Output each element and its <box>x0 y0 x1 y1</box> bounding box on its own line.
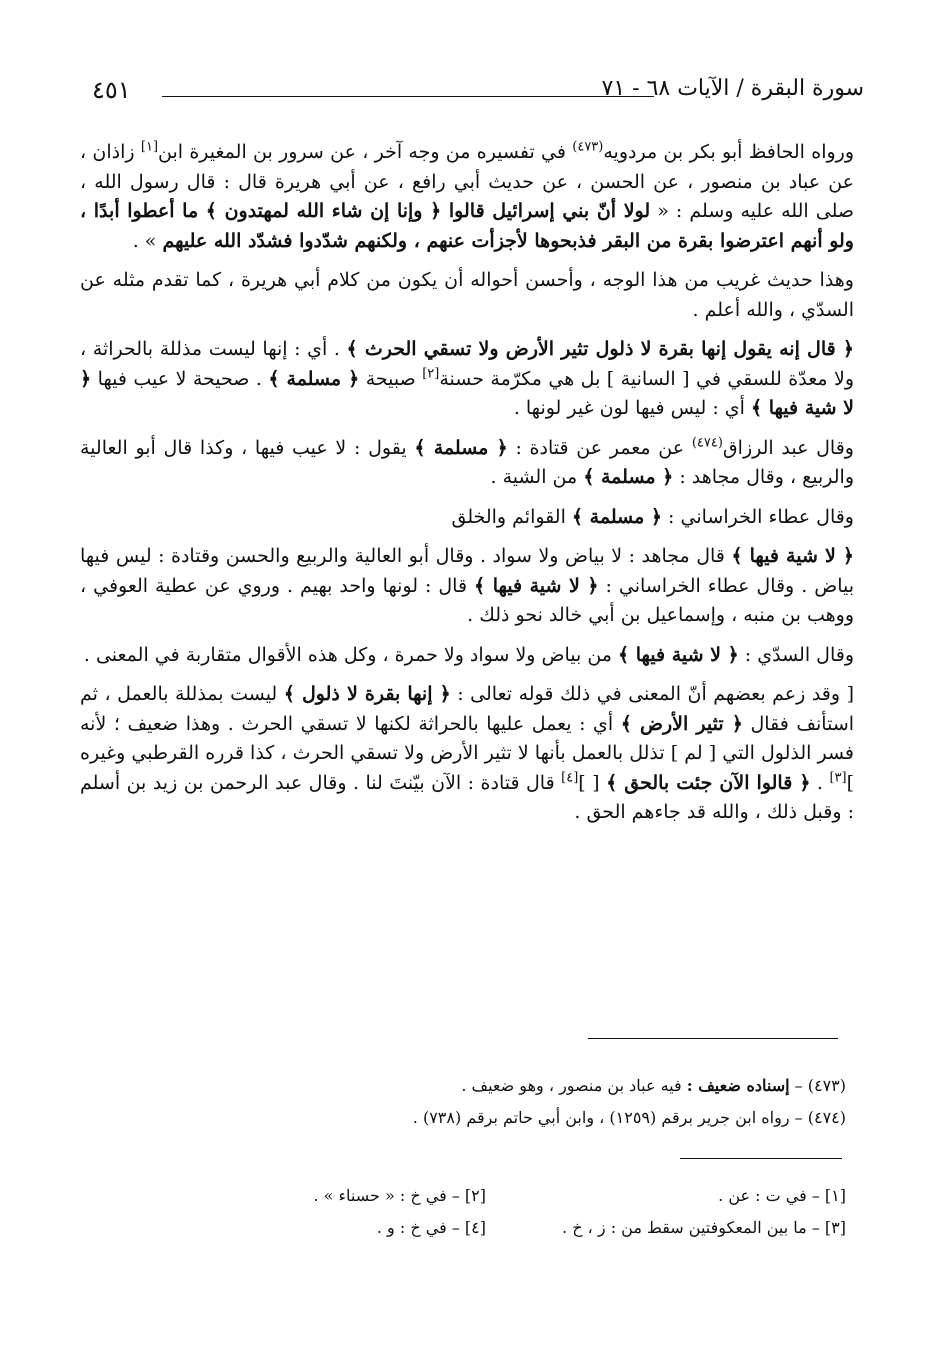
quranic-or-hadith-text: ﴿ قال إنه يقول إنها بقرة لا ذلول تثير الأرض ولا تسقي الحرث ﴾ <box>346 338 854 360</box>
editor-note: [٢] – في خ : « حسناء » . <box>313 1186 486 1205</box>
quranic-or-hadith-text: ﴿ لا شية فيها ﴾ <box>731 545 854 567</box>
footnote-grading: إسناده ضعيف : <box>686 1076 790 1095</box>
quranic-or-hadith-text: ﴿ لا شية فيها ﴾ <box>80 367 854 419</box>
header-rule <box>162 96 654 97</box>
footnote-label: (٤٧٣) – <box>789 1076 846 1095</box>
reference-marker: (٤٧٤) <box>691 435 723 451</box>
quranic-or-hadith-text: ﴿ قالوا الآن جئت بالحق ﴾ <box>606 771 811 794</box>
footnotes <box>86 1070 846 1134</box>
text-run: . أي : إنها ليست مذللة بالحراثة ، ولا معدّة للسقي في [ السانية ] بل هي مكرّمة حسنة <box>80 338 854 390</box>
quranic-or-hadith-text: ﴿ مسلمة ﴾ <box>571 505 662 528</box>
text-run: » . <box>132 229 163 252</box>
quranic-or-hadith-text: ﴿ لا شية فيها ﴾ <box>474 574 599 597</box>
reference-marker: [٣] <box>829 770 847 786</box>
text-run: ورواه الحافظ أبو بكر بن مردويه <box>603 141 854 163</box>
text-run: وقال عبد الرزاق <box>722 436 854 459</box>
footnote <box>86 1070 846 1102</box>
editor-notes-row <box>86 1180 846 1212</box>
editor-notes-separator <box>680 1158 842 1159</box>
text-run: وهذا حديث غريب من هذا الوجه ، وأحسن أحواله أن يكون من كلام أبي هريرة ، كما تقدم مثله عن السدّي ، والله أعلم . <box>80 269 854 321</box>
footnote-text: رواه ابن جرير برقم (١٢٥٩) ، وابن أبي حاتم برقم (٧٣٨) . <box>412 1108 790 1127</box>
footnote <box>86 1102 846 1134</box>
text-run: . صحيحة لا عيب فيها <box>91 367 269 390</box>
quranic-or-hadith-text: لولا أنّ بني إسرائيل قالوا ﴿ وإنا إن شاء الله لمهتدون ﴾ ما أعطوا أبدًا ، ولو أنهم اعترضوا بقرة من البقر فذبحوها لأجزأت عنهم ، ولكنهم شدّدوا فشدّد الله عليهم <box>80 200 854 252</box>
reference-marker: [١] <box>140 139 159 155</box>
quranic-or-hadith-text: ﴿ تثير الأرض ﴾ <box>620 712 743 735</box>
text-run: وقال عطاء الخراساني : <box>662 505 854 528</box>
paragraph <box>80 335 854 424</box>
text-run: قال قتادة : الآن بيّنتَ لنا . وقال عبد الرحمن بن زيد بن أسلم : وقبل ذلك ، والله قد جاءهم الحق . <box>80 771 854 823</box>
quranic-or-hadith-text: ﴿ إنها بقرة لا ذلول ﴾ <box>283 683 451 705</box>
main-text <box>80 138 854 838</box>
paragraph <box>80 680 854 828</box>
text-run: قال : لونها واحد بهيم . وروي عن عطية العوفي ، ووهب بن منبه ، وإسماعيل بن أبي خالد نحو ذلك . <box>80 574 854 626</box>
editor-note: [١] – في ت : عن . <box>718 1186 846 1205</box>
text-run: في تفسيره من وجه آخر ، عن سرور بن المغيرة ابن <box>158 141 573 163</box>
editor-notes-row <box>86 1212 846 1244</box>
reference-marker: (٤٧٣) <box>572 139 604 155</box>
running-title: سورة البقرة / الآيات ٦٨ - ٧١ <box>601 76 864 101</box>
quranic-or-hadith-text: ﴿ لا شية فيها ﴾ <box>618 643 739 666</box>
paragraph <box>80 138 854 256</box>
text-run: قال مجاهد : لا بياض ولا سواد . وقال أبو العالية والربيع والحسن وقتادة : ليس فيها بياض . وقال عطاء الخراساني : <box>80 545 855 597</box>
reference-marker: [٤] <box>561 770 579 786</box>
text-run: وقال السدّي : <box>738 643 854 666</box>
paragraph <box>80 434 854 493</box>
text-run: يقول : لا عيب فيها ، وكذا قال أبو العالية والربيع ، وقال مجاهد : <box>80 436 854 488</box>
paragraph <box>80 266 854 325</box>
text-run: أي : يعمل عليها بالحراثة لكنها لا تسقي الحرث . وهذا ضعيف ؛ لأنه فسر الذلول التي [ لم ] تذلل بالعمل بأنها لا تثير الأرض ولا تسقي الحرث ، كذا قرره القرطبي وغيره ] <box>80 712 855 794</box>
editor-notes <box>86 1180 846 1244</box>
page-header <box>92 76 864 110</box>
text-run: أي : ليس فيها لون غير لونها . <box>513 397 751 419</box>
footnote-text: فيه عباد بن منصور ، وهو ضعيف . <box>461 1076 687 1095</box>
text-run: من الشية . <box>490 466 584 488</box>
paragraph <box>80 503 854 533</box>
text-run: عن معمر عن قتادة : <box>507 436 692 459</box>
quranic-or-hadith-text: ﴿ مسلمة ﴾ <box>583 466 674 488</box>
text-run: . <box>810 771 830 794</box>
quranic-or-hadith-text: ﴿ مسلمة ﴾ <box>268 367 360 390</box>
text-run: [ ] <box>578 771 607 794</box>
text-run: ليست بمذللة بالعمل ، ثم استأنف فقال <box>80 683 855 735</box>
footnote-separator <box>588 1038 838 1039</box>
paragraph <box>80 641 854 671</box>
editor-note: [٣] – ما بين المعكوفتين سقط من : ز ، خ . <box>562 1218 846 1237</box>
text-run: صبيحة <box>359 367 423 390</box>
reference-marker: [٢] <box>422 366 440 382</box>
paragraph <box>80 542 854 631</box>
text-run: من بياض ولا سواد ولا حمرة ، وكل هذه الأقوال متقاربة في المعنى . <box>83 643 618 666</box>
text-run: القوائم والخلق <box>451 505 572 528</box>
text-run: زاذان ، عن عباد بن منصور ، عن الحسن ، عن حديث أبي رافع ، عن أبي هريرة قال : قال رسول الله ، صلى الله عليه وسلم : « <box>80 141 854 222</box>
quranic-or-hadith-text: ﴿ مسلمة ﴾ <box>414 436 508 459</box>
page-number: ٤٥١ <box>92 76 131 104</box>
text-run: [ وقد زعم بعضهم أنّ المعنى في ذلك قوله تعالى : <box>450 683 855 705</box>
footnote-label: (٤٧٤) – <box>789 1108 846 1127</box>
editor-note: [٤] – في خ : و . <box>376 1218 486 1237</box>
